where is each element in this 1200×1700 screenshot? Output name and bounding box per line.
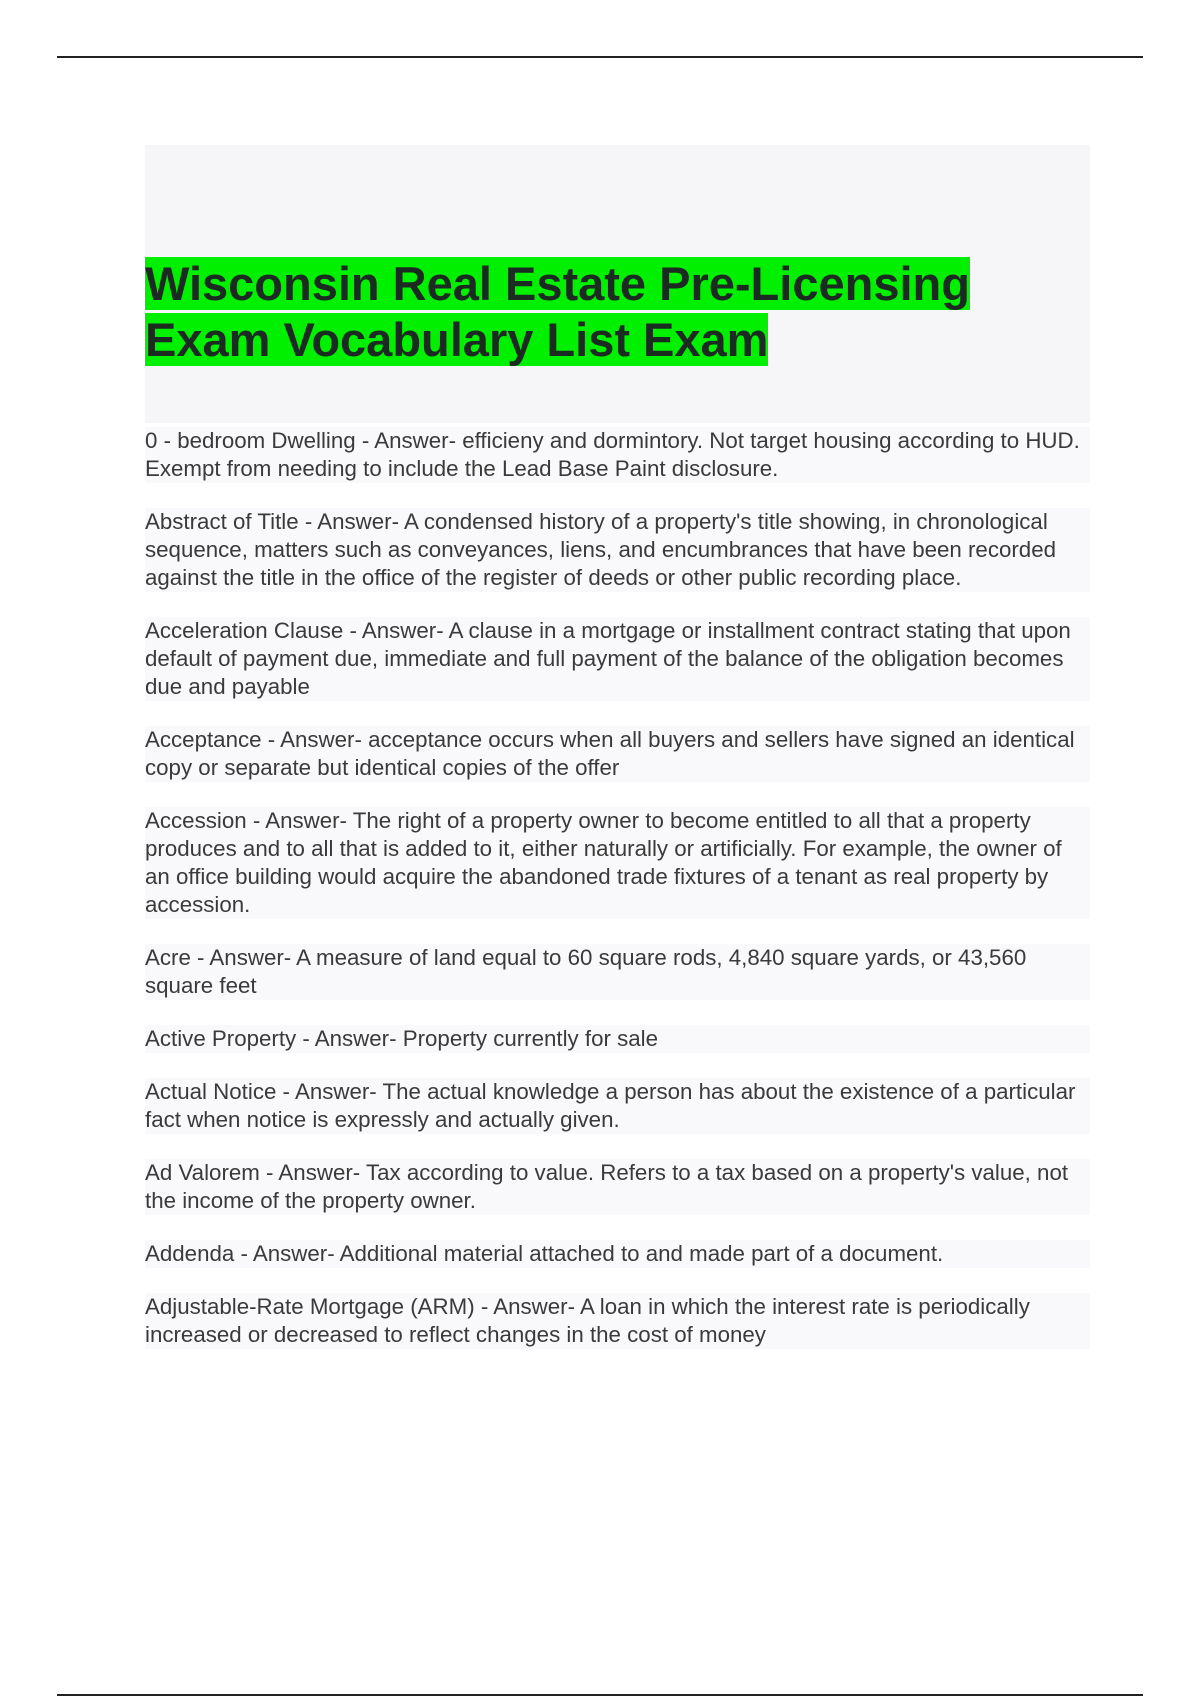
vocabulary-entry: Acceleration Clause - Answer- A clause in a mortgage or installment contract stating that upon default of payment due, immediate and full payment of the balance of the obligation becomes due and payable <box>145 617 1090 701</box>
vocabulary-entry: Acceptance - Answer- acceptance occurs when all buyers and sellers have signed an identical copy or separate but identical copies of the offer <box>145 726 1090 782</box>
vocabulary-entry: Ad Valorem - Answer- Tax according to value. Refers to a tax based on a property's value, not the income of the property owner. <box>145 1159 1090 1215</box>
vocabulary-entry: Abstract of Title - Answer- A condensed history of a property's title showing, in chronological sequence, matters such as conveyances, liens, and encumbrances that have been recorded against the title in the office of the register of deeds or other public recording place. <box>145 508 1090 592</box>
title-line-2: Exam Vocabulary List Exam <box>145 313 769 366</box>
top-rule <box>57 56 1143 58</box>
vocabulary-entry: Addenda - Answer- Additional material attached to and made part of a document. <box>145 1240 1090 1268</box>
title-line-1: Wisconsin Real Estate Pre-Licensing <box>145 257 970 310</box>
vocabulary-entry: Acre - Answer- A measure of land equal to 60 square rods, 4,840 square yards, or 43,560 square feet <box>145 944 1090 1000</box>
vocabulary-entry: Actual Notice - Answer- The actual knowledge a person has about the existence of a particular fact when notice is expressly and actually given. <box>145 1078 1090 1134</box>
title-block <box>145 145 1090 423</box>
vocabulary-entry: Adjustable-Rate Mortgage (ARM) - Answer- A loan in which the interest rate is periodically increased or decreased to reflect changes in the cost of money <box>145 1293 1090 1349</box>
vocabulary-list <box>145 427 1090 1349</box>
vocabulary-entry: Accession - Answer- The right of a property owner to become entitled to all that a property produces and to all that is added to it, either naturally or artificially. For example, the owner of an office building would acquire the abandoned trade fixtures of a tenant as real property by accession. <box>145 807 1090 919</box>
page-title <box>145 256 970 368</box>
document-body <box>145 145 1090 1374</box>
bottom-rule <box>57 1694 1143 1696</box>
vocabulary-entry: Active Property - Answer- Property currently for sale <box>145 1025 1090 1053</box>
vocabulary-entry: 0 - bedroom Dwelling - Answer- efficieny and dormintory. Not target housing according to HUD. Exempt from needing to include the Lead Base Paint disclosure. <box>145 427 1090 483</box>
